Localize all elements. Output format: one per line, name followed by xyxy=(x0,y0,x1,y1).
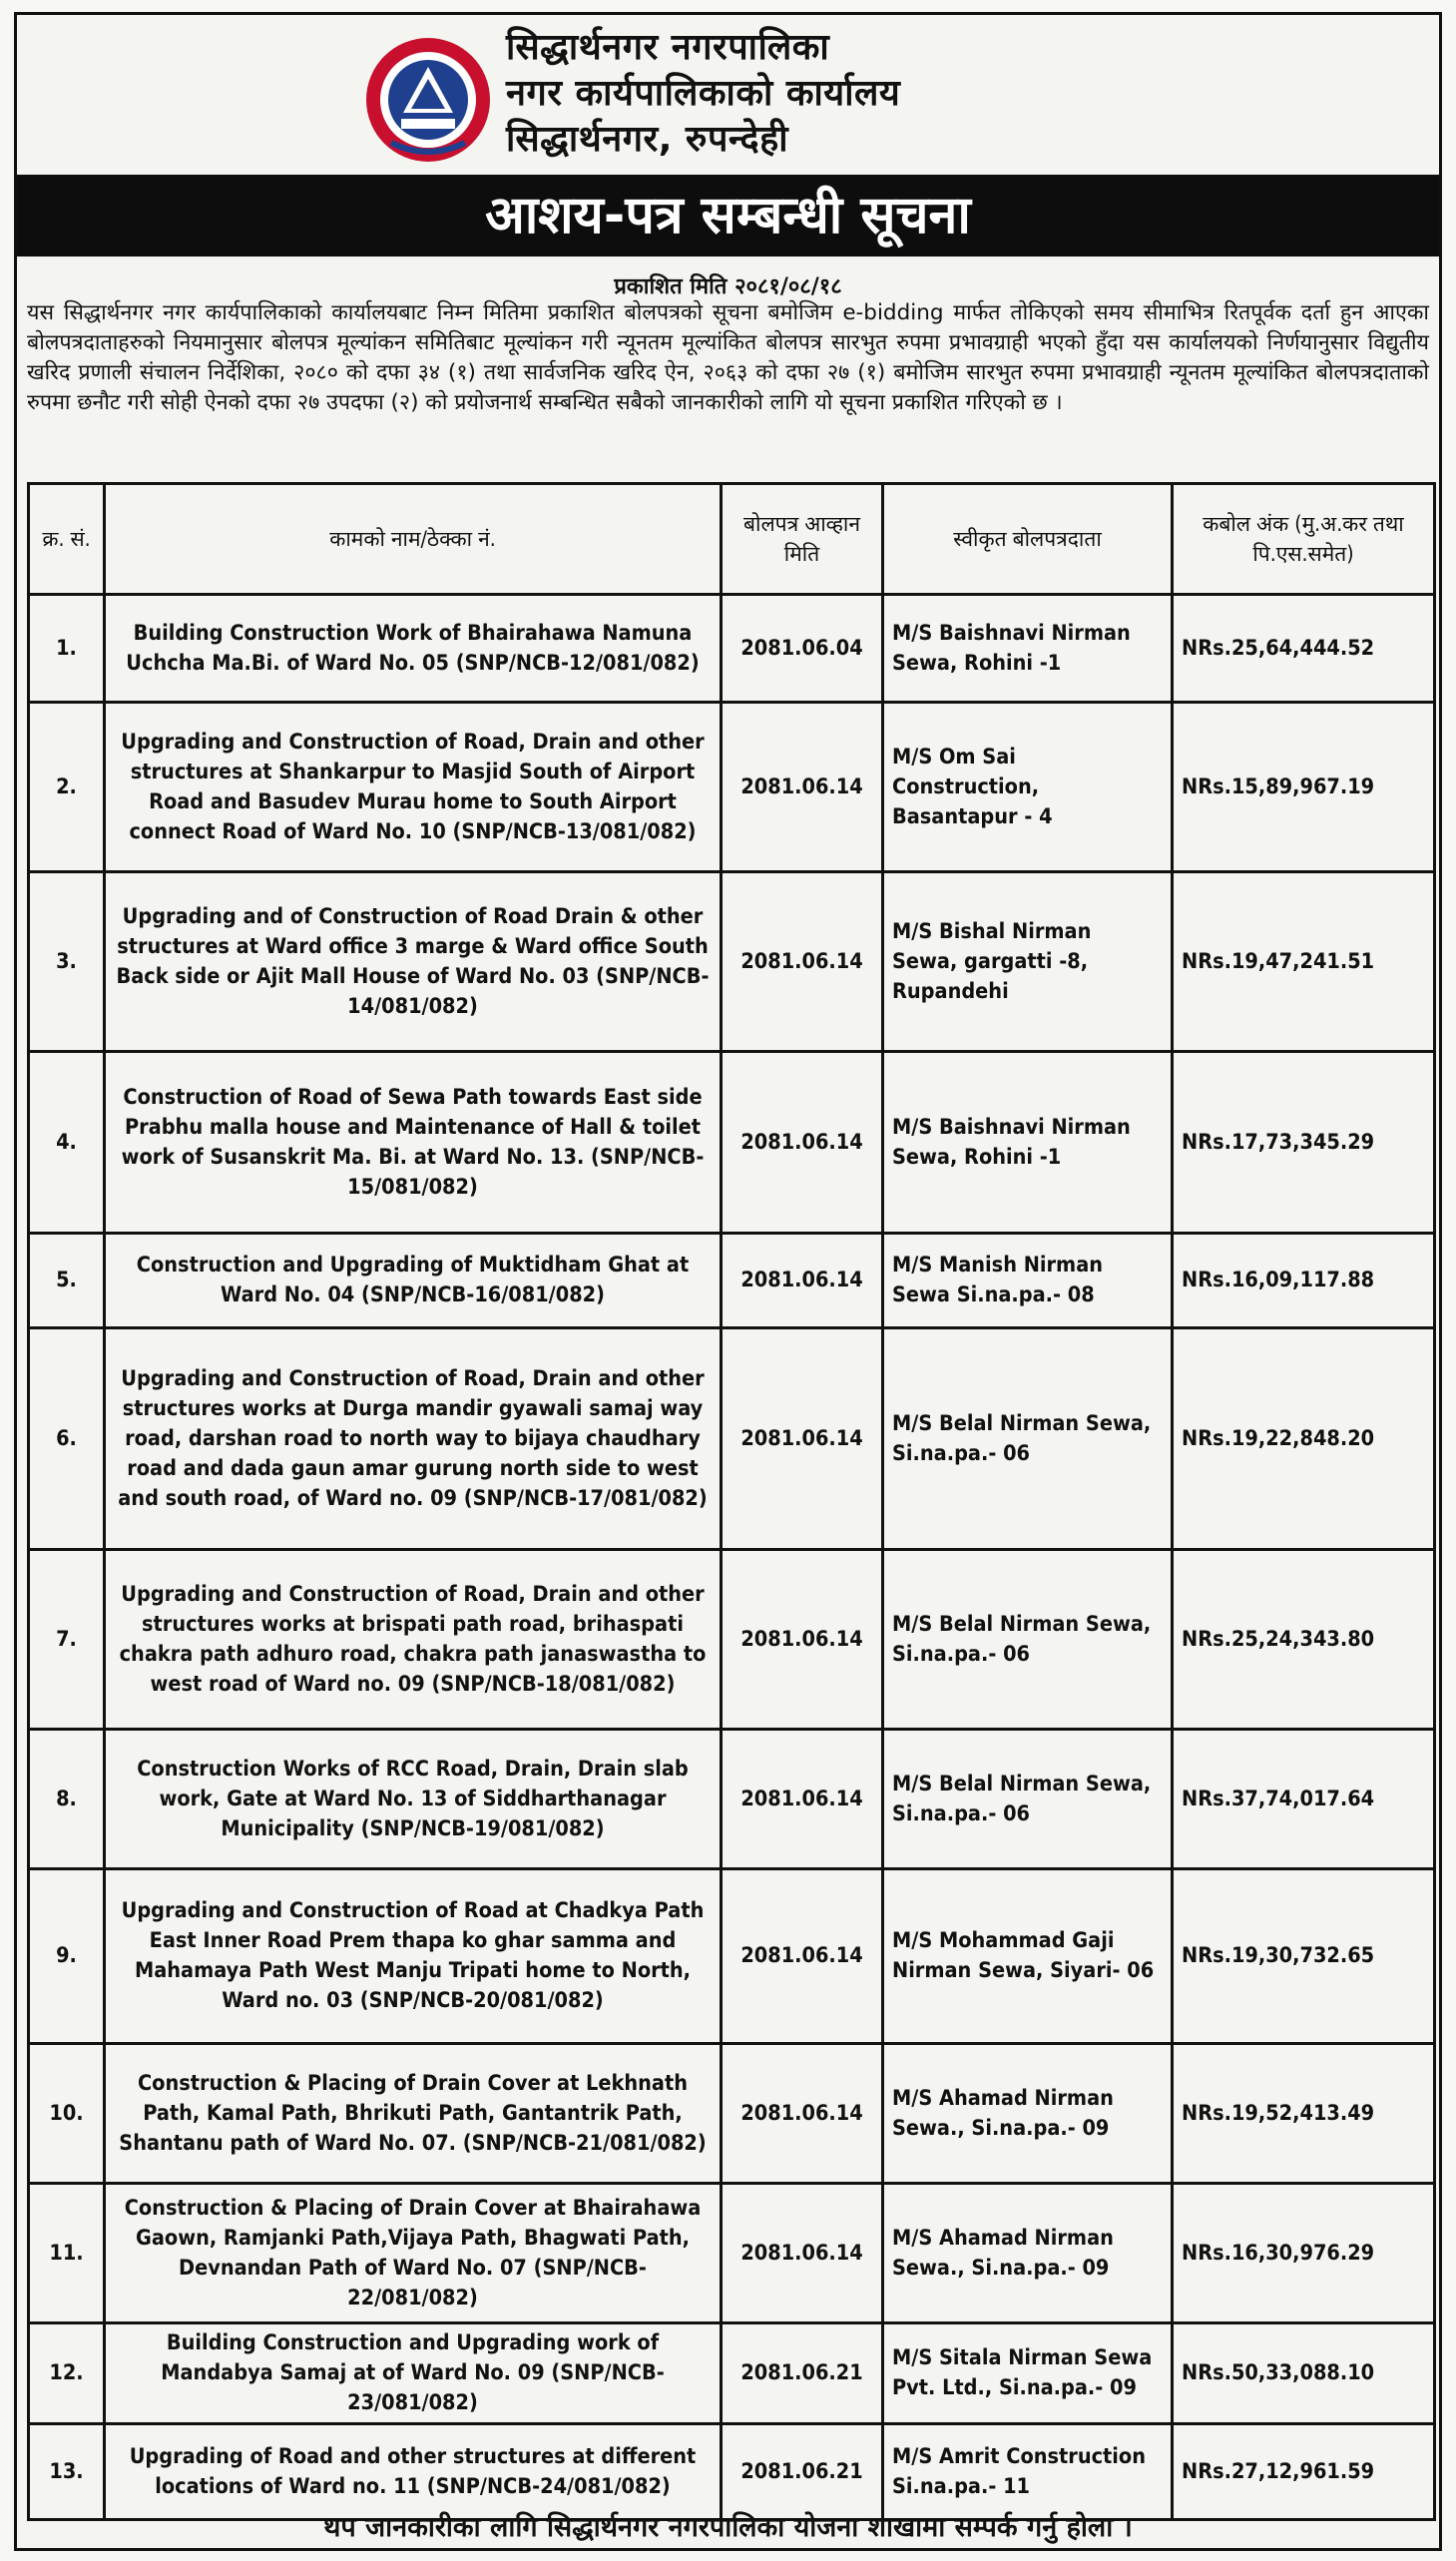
municipality-emblem-icon xyxy=(361,33,496,168)
cell-work: Construction Works of RCC Road, Drain, Drain slab work, Gate at Ward No. 13 of Siddharthanagar Municipality (SNP/NCB-19/081/082) xyxy=(105,1730,722,1869)
cell-sn: 3. xyxy=(29,872,105,1052)
office-name: नगर कार्यपालिकाको कार्यालय xyxy=(506,73,901,114)
cell-work: Construction & Placing of Drain Cover at Lekhnath Path, Kamal Path, Bhrikuti Path, Gantantrik Path, Shantanu path of Ward No. 07. (SNP/NCB-21/081/082) xyxy=(105,2044,722,2184)
cell-sn: 8. xyxy=(29,1730,105,1869)
cell-sn: 1. xyxy=(29,595,105,703)
cell-amount: NRs.19,52,413.49 xyxy=(1173,2044,1435,2184)
cell-date: 2081.06.14 xyxy=(722,1869,883,2044)
cell-sn: 5. xyxy=(29,1234,105,1328)
cell-bidder: M/S Ahamad Nirman Sewa., Si.na.pa.- 09 xyxy=(883,2044,1173,2184)
cell-work: Upgrading and Construction of Road at Chadkya Path East Inner Road Prem thapa ko ghar samma and Mahamaya Path West Manju Tripati home to North, Ward no. 03 (SNP/NCB-20/081/082) xyxy=(105,1869,722,2044)
cell-amount: NRs.27,12,961.59 xyxy=(1173,2424,1435,2520)
header-date: बोलपत्र आव्हान मिति xyxy=(722,484,883,595)
cell-sn: 12. xyxy=(29,2323,105,2424)
intent-letter-table xyxy=(27,482,1436,2521)
published-date: प्रकाशित मिति २०८१/०८/१८ xyxy=(614,274,842,299)
cell-bidder: M/S Ahamad Nirman Sewa., Si.na.pa.- 09 xyxy=(883,2184,1173,2323)
cell-sn: 7. xyxy=(29,1550,105,1730)
cell-bidder: M/S Manish Nirman Sewa Si.na.pa.- 08 xyxy=(883,1234,1173,1328)
cell-work: Construction and Upgrading of Muktidham Ghat at Ward No. 04 (SNP/NCB-16/081/082) xyxy=(105,1234,722,1328)
cell-bidder: M/S Mohammad Gaji Nirman Sewa, Siyari- 06 xyxy=(883,1869,1173,2044)
office-header xyxy=(506,25,1025,163)
cell-bidder: M/S Bishal Nirman Sewa, gargatti -8, Rupandehi xyxy=(883,872,1173,1052)
table-row xyxy=(29,872,1435,1052)
cell-bidder: M/S Amrit Construction Si.na.pa.- 11 xyxy=(883,2424,1173,2520)
cell-amount: NRs.16,09,117.88 xyxy=(1173,1234,1435,1328)
cell-bidder: M/S Belal Nirman Sewa, Si.na.pa.- 06 xyxy=(883,1550,1173,1730)
cell-sn: 11. xyxy=(29,2184,105,2323)
cell-bidder: M/S Baishnavi Nirman Sewa, Rohini -1 xyxy=(883,595,1173,703)
table-row xyxy=(29,2044,1435,2184)
cell-sn: 9. xyxy=(29,1869,105,2044)
cell-work: Upgrading and Construction of Road, Drain and other structures at Shankarpur to Masjid South of Airport Road and Basudev Murau home to South Airport connect Road of Ward No. 10 (SNP/NCB-13/081/082) xyxy=(105,703,722,872)
table-row xyxy=(29,2424,1435,2520)
cell-work: Upgrading of Road and other structures at different locations of Ward no. 11 (SNP/NCB-24/081/082) xyxy=(105,2424,722,2520)
cell-date: 2081.06.21 xyxy=(722,2424,883,2520)
cell-work: Building Construction and Upgrading work of Mandabya Samaj at of Ward No. 09 (SNP/NCB-23/081/082) xyxy=(105,2323,722,2424)
cell-date: 2081.06.14 xyxy=(722,872,883,1052)
footer-contact-note: थप जानकारीका लागि सिद्धार्थनगर नगरपालिका योजना शाखामा सम्पर्क गर्नु होला । xyxy=(323,2512,1133,2543)
table-row xyxy=(29,1730,1435,1869)
masthead xyxy=(17,15,1439,170)
cell-date: 2081.06.14 xyxy=(722,1328,883,1550)
cell-amount: NRs.37,74,017.64 xyxy=(1173,1730,1435,1869)
table-row xyxy=(29,595,1435,703)
cell-bidder: M/S Om Sai Construction, Basantapur - 4 xyxy=(883,703,1173,872)
table-row xyxy=(29,2323,1435,2424)
cell-work: Construction & Placing of Drain Cover at Bhairahawa Gaown, Ramjanki Path,Vijaya Path, Bhagwati Path, Devnandan Path of Ward No. 07 (SNP/NCB-22/081/082) xyxy=(105,2184,722,2323)
cell-amount: NRs.25,24,343.80 xyxy=(1173,1550,1435,1730)
table-row xyxy=(29,1234,1435,1328)
cell-date: 2081.06.04 xyxy=(722,595,883,703)
cell-bidder: M/S Baishnavi Nirman Sewa, Rohini -1 xyxy=(883,1052,1173,1234)
cell-amount: NRs.25,64,444.52 xyxy=(1173,595,1435,703)
cell-amount: NRs.15,89,967.19 xyxy=(1173,703,1435,872)
cell-date: 2081.06.14 xyxy=(722,2184,883,2323)
cell-sn: 4. xyxy=(29,1052,105,1234)
notice-sheet xyxy=(14,12,1442,2551)
cell-date: 2081.06.14 xyxy=(722,1234,883,1328)
notice-title: आशय-पत्र सम्बन्धी सूचना xyxy=(17,175,1439,256)
table-row xyxy=(29,1052,1435,1234)
table-row xyxy=(29,1328,1435,1550)
cell-work: Construction of Road of Sewa Path towards East side Prabhu malla house and Maintenance of Hall & toilet work of Susanskrit Ma. Bi. at Ward No. 13. (SNP/NCB-15/081/082) xyxy=(105,1052,722,1234)
cell-amount: NRs.16,30,976.29 xyxy=(1173,2184,1435,2323)
cell-date: 2081.06.14 xyxy=(722,1730,883,1869)
cell-work: Upgrading and of Construction of Road Drain & other structures at Ward office 3 marge & Ward office South Back side or Ajit Mall House of Ward No. 03 (SNP/NCB-14/081/082) xyxy=(105,872,722,1052)
header-amount: कबोल अंक (मु.अ.कर तथा पि.एस.समेत) xyxy=(1173,484,1435,595)
cell-date: 2081.06.14 xyxy=(722,703,883,872)
table-row xyxy=(29,1869,1435,2044)
municipality-name: सिद्धार्थनगर नगरपालिका xyxy=(506,27,830,68)
table-row xyxy=(29,2184,1435,2323)
cell-date: 2081.06.21 xyxy=(722,2323,883,2424)
cell-amount: NRs.19,22,848.20 xyxy=(1173,1328,1435,1550)
cell-sn: 10. xyxy=(29,2044,105,2184)
cell-sn: 2. xyxy=(29,703,105,872)
intro-paragraph: यस सिद्धार्थनगर नगर कार्यपालिकाको कार्यालयबाट निम्न मितिमा प्रकाशित बोलपत्रको सूचना बमोजिम e-bidding मार्फत तोकिएको समय सीमाभित्र रितपूर्वक दर्ता हुन आएका बोलपत्रदाताहरुको नियमानुसार बोलपत्र मूल्यांकन समितिबाट मूल्यांकन गरी न्यूनतम मूल्यांकित बोलपत्र सारभुत रुपमा प्रभावग्राही भएको हुँदा यस कार्यालयको निर्णयानुसार विद्युतीय खरिद प्रणाली संचालन निर्देशिका, २०८० को दफा ३४ (१) तथा सार्वजनिक खरिद ऐन, २०६३ को दफा २७ (१) बमोजिम सारभुत रुपमा प्रभावग्राही न्यूनतम मूल्यांकित बोलपत्रदाताको रुपमा छनौट गरी सोही ऐनको दफा २७ उपदफा (२) को प्रयोजनार्थ सम्बन्धित सबैको जानकारीको लागि यो सूचना प्रकाशित गरिएको छ । xyxy=(27,300,1429,415)
header-sn: क्र. सं. xyxy=(29,484,105,595)
table-row xyxy=(29,1550,1435,1730)
cell-sn: 6. xyxy=(29,1328,105,1550)
header-bidder: स्वीकृत बोलपत्रदाता xyxy=(883,484,1173,595)
office-location: सिद्धार्थनगर, रुपन्देही xyxy=(506,119,789,160)
cell-amount: NRs.50,33,088.10 xyxy=(1173,2323,1435,2424)
cell-sn: 13. xyxy=(29,2424,105,2520)
cell-work: Building Construction Work of Bhairahawa Namuna Uchcha Ma.Bi. of Ward No. 05 (SNP/NCB-12/081/082) xyxy=(105,595,722,703)
cell-work: Upgrading and Construction of Road, Drain and other structures works at Durga mandir gyawali samaj way road, darshan road to north way to bijaya chaudhary road and dada gaun amar gurung north side to west and south road, of Ward no. 09 (SNP/NCB-17/081/082) xyxy=(105,1328,722,1550)
table-row xyxy=(29,703,1435,872)
table-header-row xyxy=(29,484,1435,595)
cell-amount: NRs.19,47,241.51 xyxy=(1173,872,1435,1052)
cell-amount: NRs.17,73,345.29 xyxy=(1173,1052,1435,1234)
cell-bidder: M/S Belal Nirman Sewa, Si.na.pa.- 06 xyxy=(883,1730,1173,1869)
header-work: कामको नाम/ठेक्का नं. xyxy=(105,484,722,595)
cell-work: Upgrading and Construction of Road, Drain and other structures works at brispati path road, brihaspati chakra path adhuro road, chakra path janaswastha to west road of Ward no. 09 (SNP/NCB-18/081/082) xyxy=(105,1550,722,1730)
cell-bidder: M/S Sitala Nirman Sewa Pvt. Ltd., Si.na.pa.- 09 xyxy=(883,2323,1173,2424)
cell-date: 2081.06.14 xyxy=(722,1550,883,1730)
cell-date: 2081.06.14 xyxy=(722,2044,883,2184)
cell-date: 2081.06.14 xyxy=(722,1052,883,1234)
cell-bidder: M/S Belal Nirman Sewa, Si.na.pa.- 06 xyxy=(883,1328,1173,1550)
cell-amount: NRs.19,30,732.65 xyxy=(1173,1869,1435,2044)
